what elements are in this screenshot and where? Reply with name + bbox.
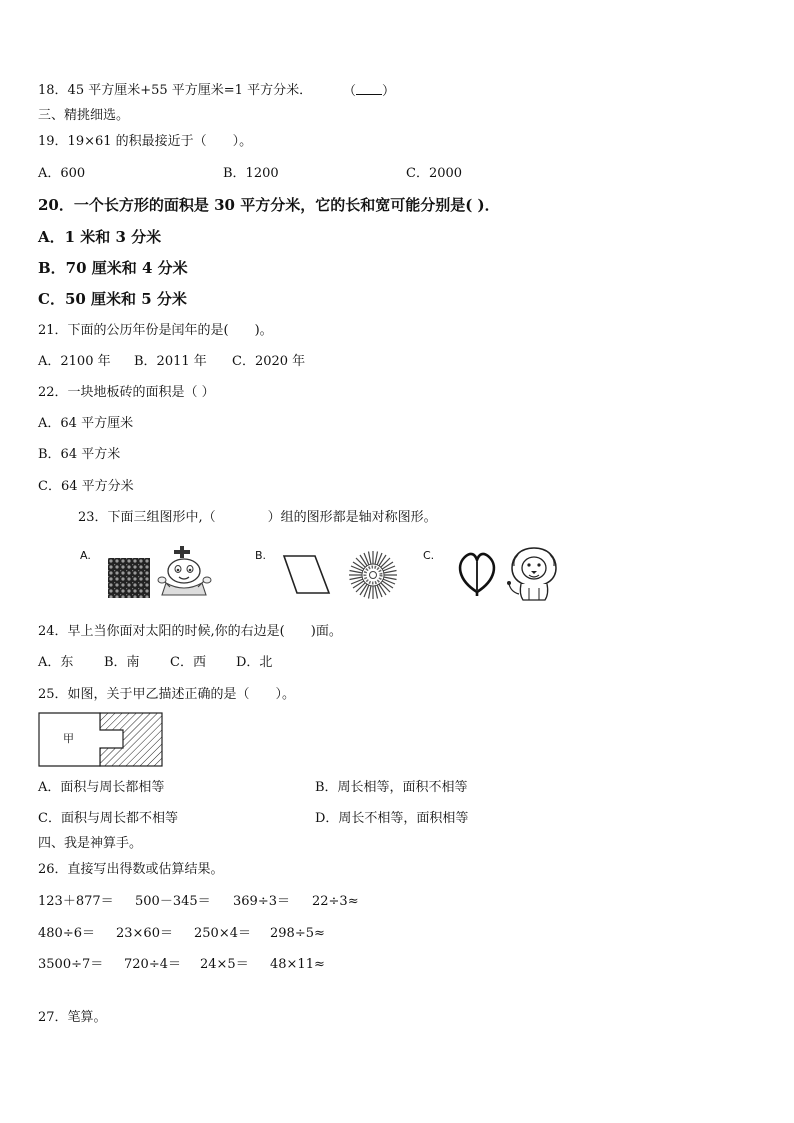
- q26-item[interactable]: 720÷4＝: [124, 957, 181, 972]
- jia-yi-figure: [38, 712, 164, 768]
- leaf-icon: [454, 550, 500, 596]
- q23-option-a[interactable]: A.: [80, 549, 91, 562]
- flower-pattern-icon: [348, 550, 398, 600]
- q26-stem: 26．直接写出得数或估算结果。: [38, 862, 224, 877]
- q18-text: 18．45 平方厘米+55 平方厘米=1 平方分米．: [38, 83, 313, 98]
- q19-option-c[interactable]: C．2000: [406, 166, 463, 181]
- q26-item[interactable]: 24×5＝: [200, 957, 249, 972]
- q26-item[interactable]: 480÷6＝: [38, 926, 95, 941]
- q23-option-b[interactable]: B.: [255, 549, 267, 562]
- q26-item[interactable]: 123＋877＝: [38, 894, 114, 909]
- q26-item[interactable]: 298÷5≈: [270, 926, 325, 941]
- q26-item[interactable]: 3500÷7＝: [38, 957, 104, 972]
- q26-item[interactable]: 22÷3≈: [312, 894, 359, 909]
- q21-option-a[interactable]: A．2100 年: [38, 354, 111, 369]
- q24-stem: 24．早上当你面对太阳的时候,你的右边是( )面。: [38, 624, 342, 639]
- nurse-cartoon-icon: [154, 545, 216, 601]
- q24-option-b[interactable]: B．南: [104, 655, 140, 670]
- q27-title: 27．笔算。: [38, 1010, 107, 1025]
- rhombus-icon: [283, 555, 331, 595]
- q21-stem: 21．下面的公历年份是闰年的是( )。: [38, 323, 273, 338]
- q20-option-b[interactable]: B．70 厘米和 4 分米: [38, 259, 188, 277]
- q20-option-a[interactable]: A．1 米和 3 分米: [38, 228, 162, 246]
- q25-option-c[interactable]: C．面积与周长都不相等: [38, 811, 178, 826]
- q23-option-c[interactable]: C.: [423, 549, 435, 562]
- figure-label-jia: 甲: [63, 732, 74, 745]
- q24-option-c[interactable]: C．西: [170, 655, 206, 670]
- q20-stem: 20．一个长方形的面积是 30 平方分米，它的长和宽可能分别是( )．: [38, 196, 500, 214]
- q25-option-b[interactable]: B．周长相等，面积不相等: [315, 780, 468, 795]
- q18-answer-blank[interactable]: （ ）: [343, 84, 396, 99]
- q26-item[interactable]: 369÷3＝: [233, 894, 290, 909]
- q19-option-b[interactable]: B．1200: [223, 166, 279, 181]
- q25-option-d[interactable]: D．周长不相等，面积相等: [315, 811, 469, 826]
- q22-stem: 22．一块地板砖的面积是（ ）: [38, 385, 215, 400]
- patterned-square-icon: [108, 558, 150, 598]
- q26-item[interactable]: 23×60＝: [116, 926, 173, 941]
- q24-option-d[interactable]: D．北: [236, 655, 273, 670]
- q25-option-a[interactable]: A．面积与周长都相等: [38, 780, 165, 795]
- q26-item[interactable]: 48×11≈: [270, 957, 325, 972]
- q20-option-c[interactable]: C．50 厘米和 5 分米: [38, 290, 187, 308]
- q19-option-a[interactable]: A．600: [38, 166, 86, 181]
- q26-item[interactable]: 500－345＝: [135, 894, 211, 909]
- q24-option-a[interactable]: A．东: [38, 655, 74, 670]
- section-4-title: 四、我是神算手。: [38, 836, 143, 851]
- q23-stem: 23．下面三组图形中,（ ）组的图形都是轴对称图形。: [78, 510, 437, 525]
- q22-option-a[interactable]: A．64 平方厘米: [38, 416, 134, 431]
- q22-option-c[interactable]: C．64 平方分米: [38, 479, 134, 494]
- q21-option-c[interactable]: C．2020 年: [232, 354, 306, 369]
- q25-stem: 25．如图，关于甲乙描述正确的是（ ）。: [38, 687, 296, 702]
- q21-option-b[interactable]: B．2011 年: [134, 354, 207, 369]
- q22-option-b[interactable]: B．64 平方米: [38, 447, 121, 462]
- section-3-title: 三、精挑细选。: [38, 108, 130, 123]
- q19-stem: 19．19×61 的积最接近于（ ）。: [38, 134, 253, 149]
- lion-cartoon-icon: [505, 544, 563, 602]
- q26-item[interactable]: 250×4＝: [194, 926, 251, 941]
